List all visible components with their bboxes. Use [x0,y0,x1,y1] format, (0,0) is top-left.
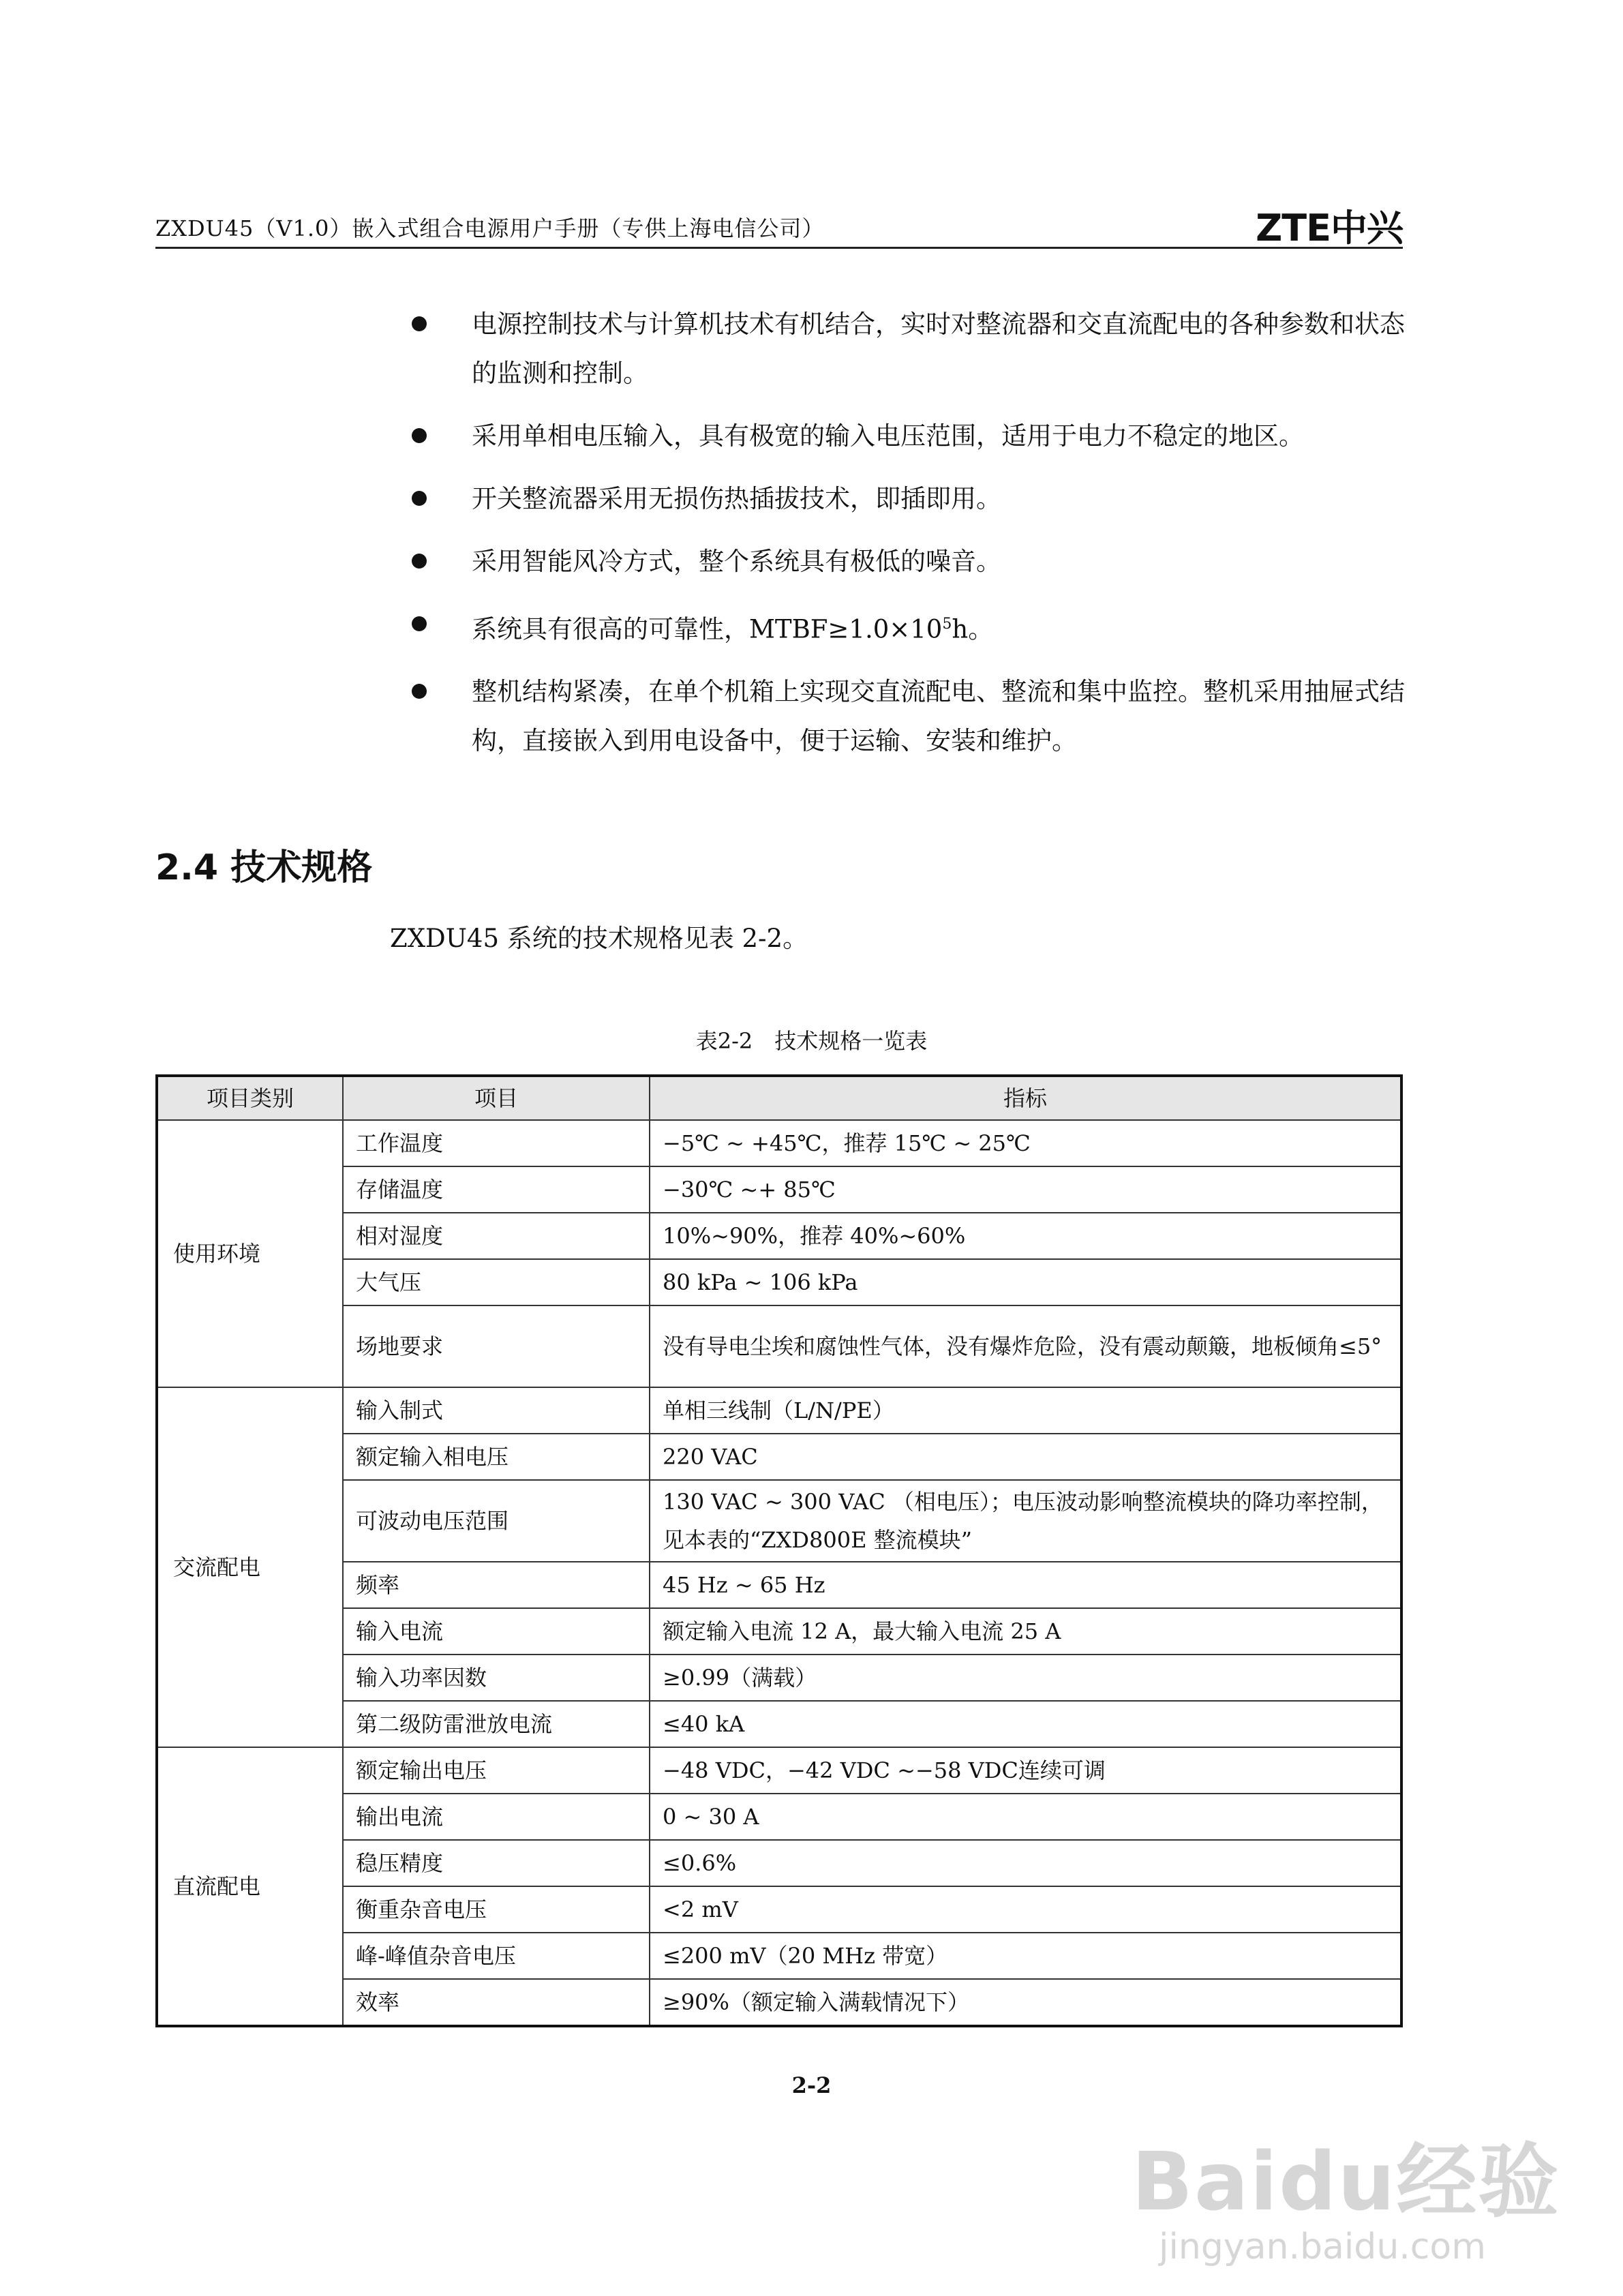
item-cell: 场地要求 [343,1305,650,1387]
item-cell: 工作温度 [343,1120,650,1166]
value-cell: ≤200 mV（20 MHz 带宽） [650,1933,1401,1979]
item-cell: 稳压精度 [343,1840,650,1886]
item-cell: 效率 [343,1979,650,2026]
mtbf-exponent: 5 [942,616,952,633]
value-cell: ≥0.99（满载） [650,1655,1401,1701]
column-header-spec: 指标 [650,1076,1401,1120]
spec-table [155,1074,1403,2027]
document-title: ZXDU45（V1.0）嵌入式组合电源用户手册（专供上海电信公司） [155,215,825,241]
bullet-icon [412,616,427,631]
list-item [409,537,1411,586]
item-cell: 额定输入相电压 [343,1434,650,1480]
list-item-text: 采用智能风冷方式，整个系统具有极低的噪音。 [472,547,1001,576]
column-header-item: 项目 [343,1076,650,1120]
list-item-text: 采用单相电压输入，具有极宽的输入电压范围，适用于电力不稳定的地区。 [472,421,1304,451]
item-cell: 输入电流 [343,1608,650,1655]
value-cell: −48 VDC，−42 VDC ~−58 VDC连续可调 [650,1747,1401,1794]
item-cell: 输入制式 [343,1387,650,1434]
list-item-text: 系统具有很高的可靠性，MTBF≥1.0×10 [472,614,943,644]
list-item-text: 整机结构紧凑，在单个机箱上实现交直流配电、整流和集中监控。整机采用抽屉式结构，直接嵌入到用电设备中，便于运输、安装和维护。 [472,677,1405,756]
item-cell: 输入功率因数 [343,1655,650,1701]
mtbf-unit: h。 [952,614,994,644]
list-item [409,667,1411,766]
item-cell: 第二级防雷泄放电流 [343,1701,650,1747]
watermark-url: jingyan.baidu.com [1159,2226,1486,2267]
table-row [157,1166,1401,1213]
bullet-icon [412,491,427,506]
table-row [157,1840,1401,1886]
table-caption: 表2-2 技术规格一览表 [695,1028,928,1054]
table-row [157,1259,1401,1305]
value-cell: ≤40 kA [650,1701,1401,1747]
value-cell: 220 VAC [650,1434,1401,1480]
table-header-row [157,1076,1401,1120]
value-cell: 没有导电尘埃和腐蚀性气体，没有爆炸危险，没有震动颠簸，地板倾角≤5° [650,1305,1401,1387]
column-header-category: 项目类别 [157,1076,343,1120]
category-cell: 直流配电 [157,1747,343,2026]
category-cell: 使用环境 [157,1120,343,1387]
table-row [157,1655,1401,1701]
value-cell: 80 kPa ~ 106 kPa [650,1259,1401,1305]
list-item [409,474,1411,524]
item-cell: 相对湿度 [343,1213,650,1259]
value-cell: 单相三线制（L/N/PE） [650,1387,1401,1434]
category-cell: 交流配电 [157,1387,343,1747]
table-row [157,1434,1401,1480]
value-cell: 45 Hz ~ 65 Hz [650,1562,1401,1608]
value-cell: 130 VAC ~ 300 VAC （相电压）；电压波动影响整流模块的降功率控制，见本表的“ZXD800E 整流模块” [650,1480,1401,1562]
bullet-icon [412,316,427,331]
table-row [157,1387,1401,1434]
item-cell: 频率 [343,1562,650,1608]
baidu-watermark [1132,2134,1560,2267]
list-item-text: 开关整流器采用无损伤热插拔技术，即插即用。 [472,484,1001,513]
item-cell: 输出电流 [343,1794,650,1840]
list-item [409,600,1411,654]
list-item-text: 电源控制技术与计算机技术有机结合，实时对整流器和交直流配电的各种参数和状态的监测和控制。 [472,309,1405,388]
value-cell: 0 ~ 30 A [650,1794,1401,1840]
value-cell: <2 mV [650,1886,1401,1933]
table-row [157,1886,1401,1933]
list-item [409,412,1411,461]
item-cell: 大气压 [343,1259,650,1305]
table-row [157,1608,1401,1655]
bullet-icon [412,684,427,699]
item-cell: 衡重杂音电压 [343,1886,650,1933]
table-row [157,1979,1401,2026]
value-cell: 10%~90%，推荐 40%~60% [650,1213,1401,1259]
value-cell: ≤0.6% [650,1840,1401,1886]
section-intro: ZXDU45 系统的技术规格见表 2-2。 [390,924,808,953]
item-cell: 可波动电压范围 [343,1480,650,1562]
table-row [157,1794,1401,1840]
item-cell: 存储温度 [343,1166,650,1213]
bullet-icon [412,554,427,569]
table-row [157,1305,1401,1387]
item-cell: 额定输出电压 [343,1747,650,1794]
item-cell: 峰-峰值杂音电压 [343,1933,650,1979]
feature-list [409,300,1411,779]
bullet-icon [412,428,427,443]
table-row [157,1562,1401,1608]
page-number: 2-2 [791,2072,832,2098]
section-heading: 2.4 技术规格 [155,847,373,888]
table-row [157,1701,1401,1747]
value-cell: −30℃ ~+ 85℃ [650,1166,1401,1213]
page-header [155,205,1403,249]
value-cell: ≥90%（额定输入满载情况下） [650,1979,1401,2026]
table-row [157,1120,1401,1166]
list-item [409,300,1411,398]
zte-logo: ZTE中兴 [1256,207,1403,250]
value-cell: 额定输入电流 12 A，最大输入电流 25 A [650,1608,1401,1655]
table-row [157,1933,1401,1979]
table-row [157,1480,1401,1562]
table-row [157,1213,1401,1259]
watermark-logo-text: Baidu经验 [1132,2134,1560,2229]
value-cell: −5℃ ~ +45℃，推荐 15℃ ~ 25℃ [650,1120,1401,1166]
table-row [157,1747,1401,1794]
